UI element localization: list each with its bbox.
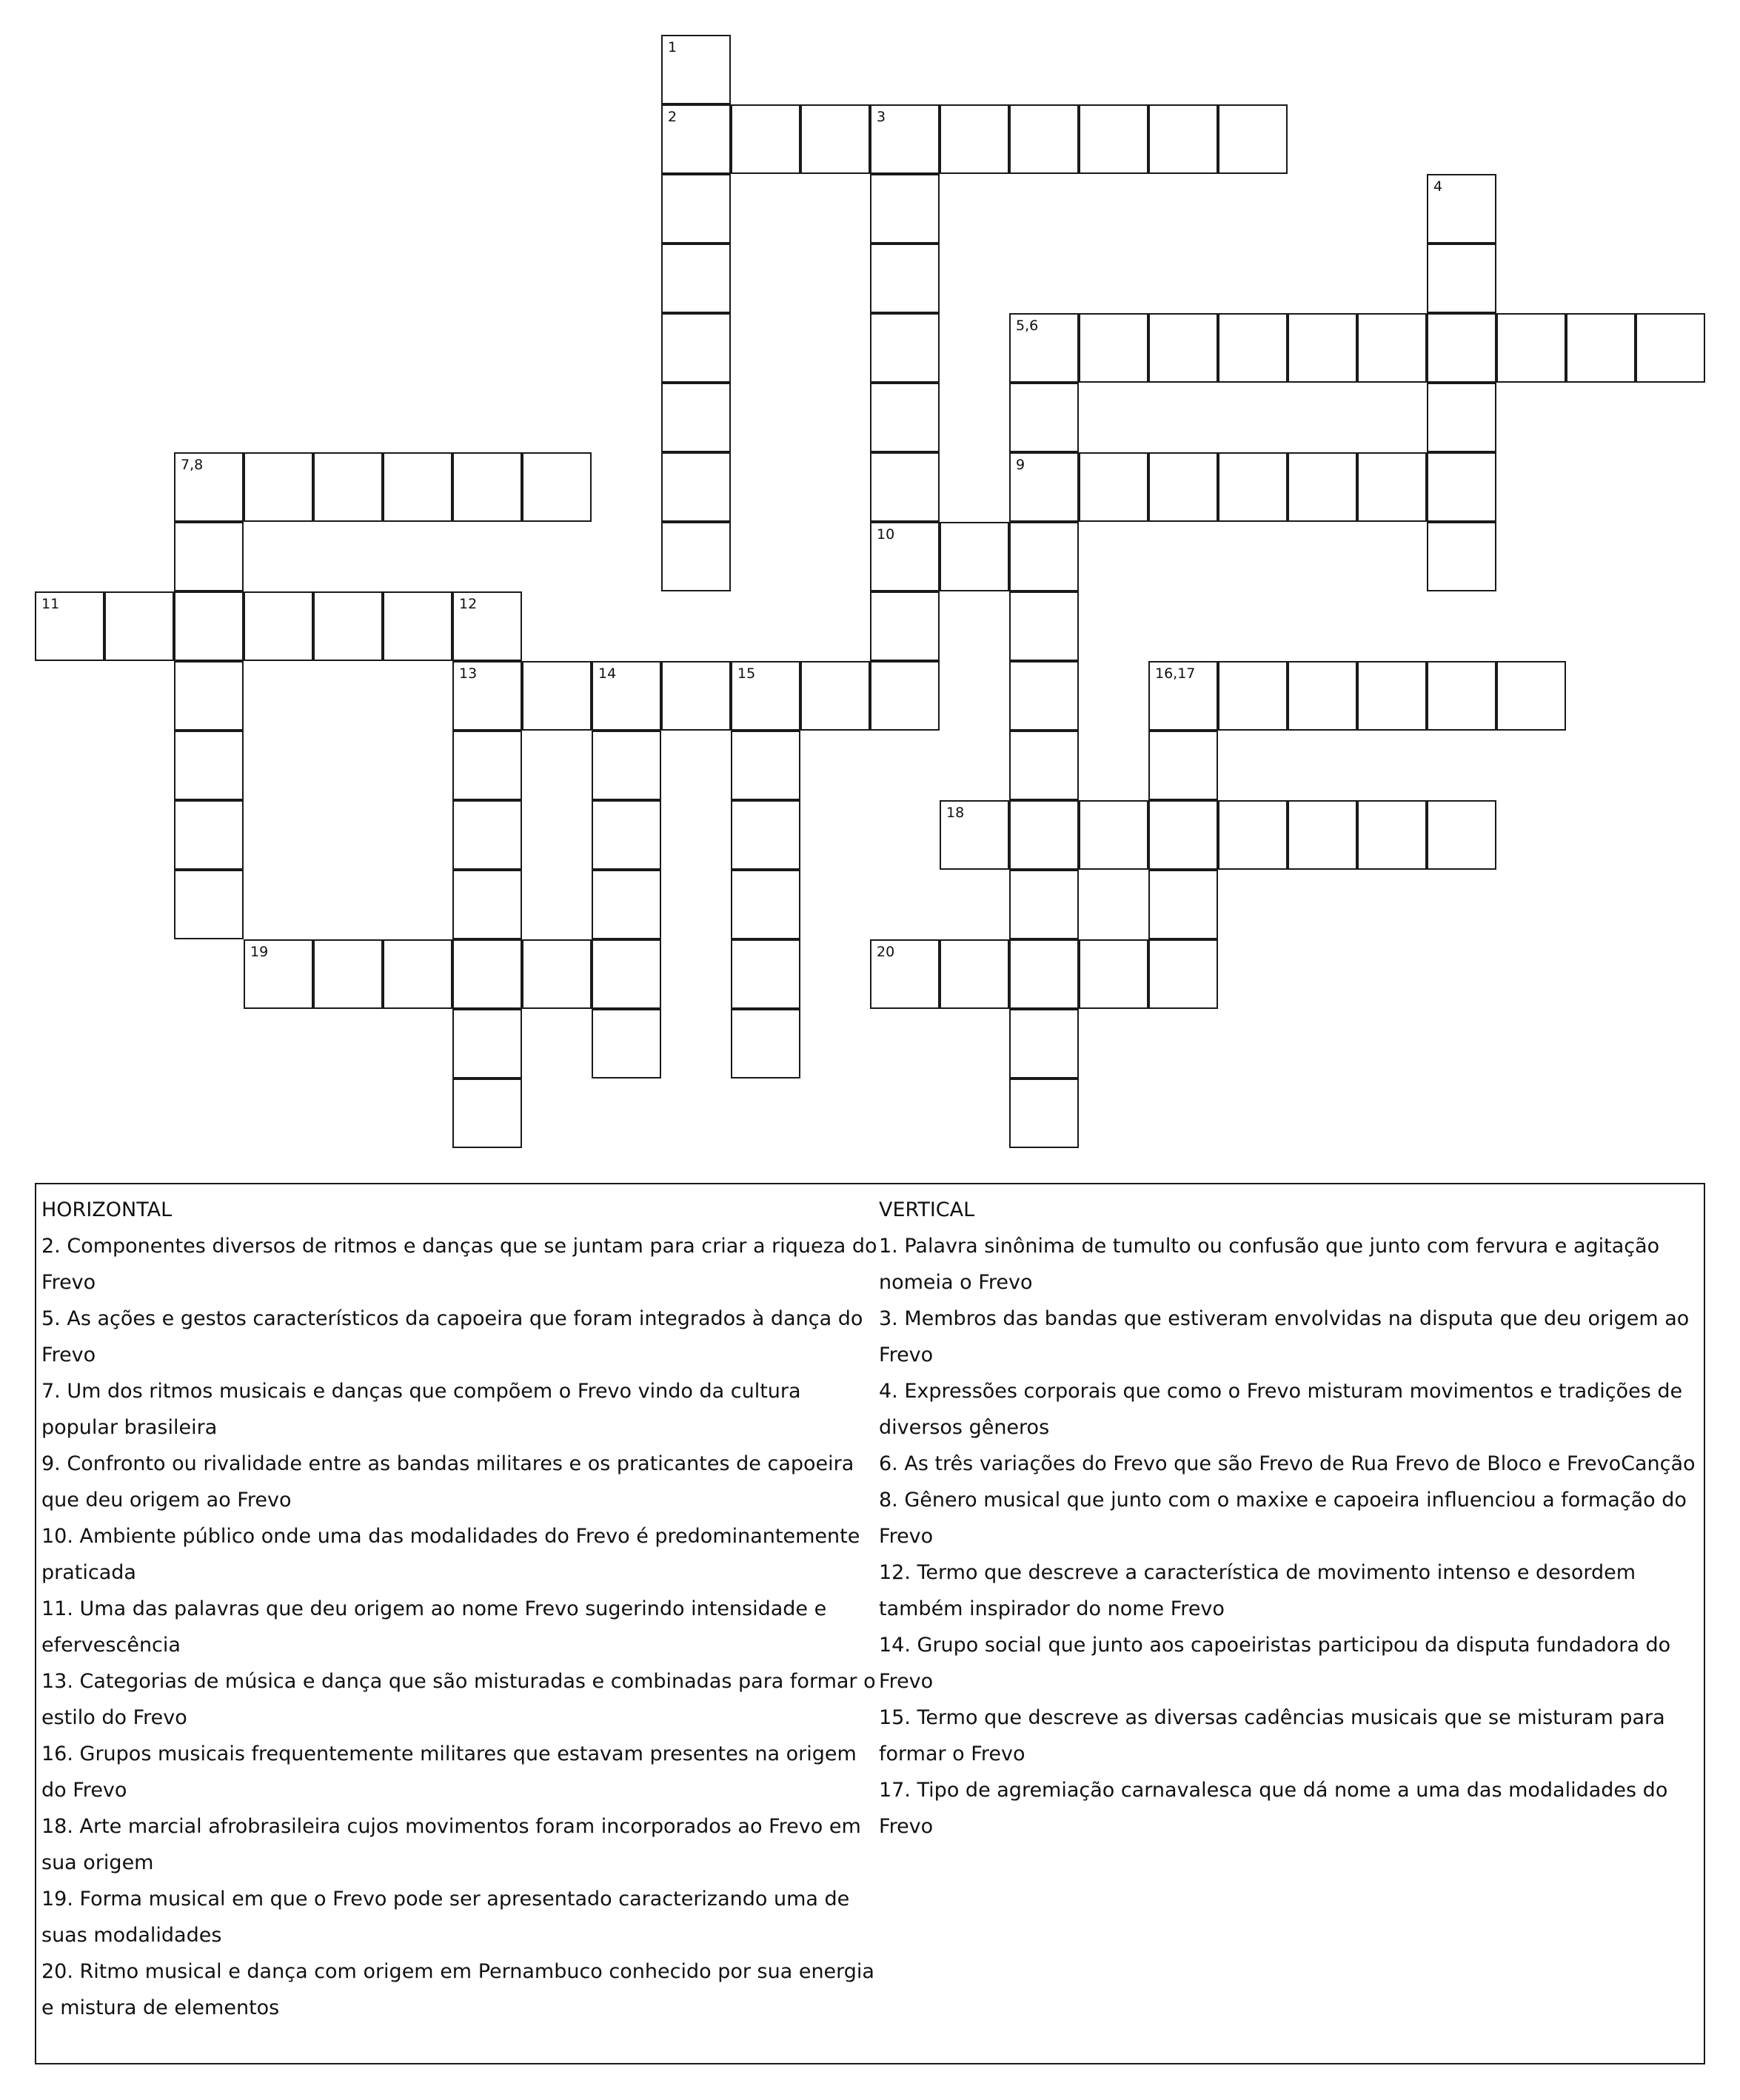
crossword-cell[interactable] (731, 731, 800, 800)
clue-h-10: 10. Ambiente público onde uma das modalidades do Frevo é predominantemente praticada (41, 1525, 860, 1584)
crossword-cell[interactable] (313, 452, 383, 522)
crossword-cell[interactable] (592, 800, 661, 870)
clue-number-label: 14 (598, 665, 617, 682)
crossword-cell[interactable] (452, 800, 522, 870)
crossword-cell[interactable] (1496, 661, 1566, 731)
crossword-cell[interactable] (870, 939, 940, 1009)
clue-number-label: 1 (668, 39, 677, 56)
crossword-cell[interactable] (870, 661, 940, 731)
crossword-cell[interactable] (1009, 800, 1079, 870)
clue-v-3: 3. Membros das bandas que estiveram envolvidas na disputa que deu origem ao Frevo (879, 1307, 1690, 1366)
crossword-cell[interactable] (870, 313, 940, 383)
crossword-cell[interactable] (1496, 313, 1566, 383)
crossword-cell[interactable] (1079, 313, 1148, 383)
crossword-cell[interactable] (800, 104, 870, 174)
crossword-cell[interactable] (383, 452, 452, 522)
crossword-cell[interactable] (174, 522, 244, 591)
crossword-cell[interactable] (1009, 661, 1079, 731)
crossword-cell[interactable] (1009, 870, 1079, 939)
crossword-cell[interactable] (731, 1009, 800, 1078)
crossword-cell[interactable] (661, 313, 731, 383)
clue-h-20: 20. Ritmo musical e dança com origem em Pernambuco conhecido por sua energia e mistura de elementos (41, 1960, 874, 2019)
crossword-cell[interactable] (1427, 244, 1496, 313)
crossword-cell[interactable] (592, 1009, 661, 1078)
crossword-cell[interactable] (1148, 313, 1218, 383)
crossword-cell[interactable] (1009, 939, 1079, 1009)
clue-v-14: 14. Grupo social que junto aos capoeiristas participou da disputa fundadora do Frevo (879, 1634, 1671, 1693)
clue-v-12: 12. Termo que descreve a característica de movimento intenso e desordem também inspirador do nome Frevo (879, 1561, 1636, 1620)
clue-h-18: 18. Arte marcial afrobrasileira cujos movimentos foram incorporados ao Frevo em sua origem (41, 1815, 861, 1874)
crossword-cell[interactable] (592, 731, 661, 800)
crossword-cell[interactable] (1288, 800, 1357, 870)
clue-number-label: 4 (1433, 178, 1443, 195)
crossword-cell[interactable] (1079, 104, 1148, 174)
clue-number-label: 5,6 (1016, 318, 1039, 334)
crossword-cell[interactable] (1079, 939, 1148, 1009)
crossword-cell[interactable] (1357, 313, 1427, 383)
crossword-cell[interactable] (1009, 452, 1079, 522)
clue-h-2: 2. Componentes diversos de ritmos e danças que se juntam para criar a riqueza do Frevo (41, 1235, 877, 1294)
clue-number-label: 19 (250, 944, 269, 960)
crossword-cell[interactable] (35, 591, 104, 661)
crossword-cell[interactable] (870, 522, 940, 591)
crossword-cell[interactable] (661, 522, 731, 591)
crossword-cell[interactable] (522, 661, 592, 731)
clue-v-15: 15. Termo que descreve as diversas cadências musicais que se misturam para formar o Frevo (879, 1706, 1665, 1765)
crossword-cell[interactable] (1148, 452, 1218, 522)
clue-h-9: 9. Confronto ou rivalidade entre as bandas militares e os praticantes de capoeira que deu origem ao Frevo (41, 1452, 854, 1512)
clue-v-8: 8. Gênero musical que junto com o maxixe e capoeira influenciou a formação do Frevo (879, 1489, 1687, 1548)
crossword-cell[interactable] (452, 661, 522, 731)
crossword-cell[interactable] (1009, 104, 1079, 174)
crossword-cell[interactable] (940, 104, 1009, 174)
crossword-cell[interactable] (870, 104, 940, 174)
clue-number-label: 12 (459, 596, 478, 612)
crossword-cell[interactable] (244, 452, 313, 522)
crossword-cell[interactable] (452, 1078, 522, 1148)
crossword-cell[interactable] (1427, 383, 1496, 452)
crossword-cell[interactable] (661, 452, 731, 522)
clue-number-label: 20 (877, 944, 895, 960)
clue-h-5: 5. As ações e gestos característicos da capoeira que foram integrados à dança do Frevo (41, 1307, 863, 1366)
crossword-cell[interactable] (592, 870, 661, 939)
crossword-cell[interactable] (1218, 313, 1288, 383)
crossword-cell[interactable] (1009, 383, 1079, 452)
crossword-cell[interactable] (174, 452, 244, 522)
clue-number-label: 10 (877, 526, 895, 543)
crossword-cell[interactable] (731, 661, 800, 731)
crossword-cell[interactable] (104, 591, 174, 661)
crossword-cell[interactable] (1427, 661, 1496, 731)
crossword-cell[interactable] (174, 591, 244, 661)
crossword-cell[interactable] (1009, 313, 1079, 383)
crossword-cell[interactable] (661, 174, 731, 244)
crossword-cell[interactable] (661, 383, 731, 452)
crossword-cell[interactable] (383, 591, 452, 661)
crossword-cell[interactable] (1218, 800, 1288, 870)
crossword-cell[interactable] (870, 452, 940, 522)
clue-v-6: 6. As três variações do Frevo que são Frevo de Rua Frevo de Bloco e FrevoCanção (879, 1452, 1696, 1475)
crossword-cell[interactable] (1288, 313, 1357, 383)
crossword-cell[interactable] (1427, 800, 1496, 870)
crossword-cell[interactable] (1427, 313, 1496, 383)
crossword-cell[interactable] (661, 35, 731, 104)
crossword-cell[interactable] (661, 661, 731, 731)
crossword-cell[interactable] (800, 661, 870, 731)
clue-h-7: 7. Um dos ritmos musicais e danças que compõem o Frevo vindo da cultura popular brasileira (41, 1380, 801, 1439)
clue-h-19: 19. Forma musical em que o Frevo pode ser apresentado caracterizando uma de suas modalidades (41, 1888, 850, 1947)
crossword-cell[interactable] (174, 731, 244, 800)
crossword-cell[interactable] (1079, 452, 1148, 522)
crossword-cell[interactable] (1357, 800, 1427, 870)
clue-number-label: 18 (946, 805, 965, 821)
crossword-cell[interactable] (1148, 870, 1218, 939)
clue-v-4: 4. Expressões corporais que como o Frevo misturam movimentos e tradições de diversos gêneros (879, 1380, 1683, 1439)
crossword-cell[interactable] (1427, 452, 1496, 522)
crossword-cell[interactable] (1148, 731, 1218, 800)
crossword-cell[interactable] (1566, 313, 1636, 383)
crossword-cell[interactable] (1636, 313, 1705, 383)
crossword-cell[interactable] (1148, 939, 1218, 1009)
crossword-cell[interactable] (1079, 800, 1148, 870)
horizontal-clues-column (41, 1192, 882, 2026)
crossword-cell[interactable] (1148, 800, 1218, 870)
horizontal-heading: HORIZONTAL (41, 1198, 173, 1221)
crossword-cell[interactable] (1009, 1009, 1079, 1078)
clue-v-1: 1. Palavra sinônima de tumulto ou confusão que junto com fervura e agitação nomeia o Frevo (879, 1235, 1660, 1294)
crossword-cell[interactable] (522, 939, 592, 1009)
crossword-cell[interactable] (313, 939, 383, 1009)
clue-number-label: 7,8 (181, 457, 204, 473)
crossword-cell[interactable] (1427, 522, 1496, 591)
clue-number-label: 2 (668, 109, 677, 125)
crossword-cell[interactable] (1009, 522, 1079, 591)
crossword-cell[interactable] (1288, 661, 1357, 731)
crossword-cell[interactable] (1288, 452, 1357, 522)
crossword-cell[interactable] (870, 244, 940, 313)
crossword-cell[interactable] (452, 591, 522, 661)
crossword-cell[interactable] (661, 244, 731, 313)
crossword-cell[interactable] (452, 452, 522, 522)
vertical-heading: VERTICAL (879, 1198, 975, 1221)
clue-number-label: 13 (459, 665, 478, 682)
crossword-cell[interactable] (940, 522, 1009, 591)
crossword-cell[interactable] (174, 870, 244, 939)
crossword-cell[interactable] (1148, 104, 1218, 174)
crossword-cell[interactable] (1148, 661, 1218, 731)
clue-h-11: 11. Uma das palavras que deu origem ao nome Frevo sugerindo intensidade e efervescência (41, 1597, 827, 1657)
crossword-cell[interactable] (244, 939, 313, 1009)
clue-h-13: 13. Categorias de música e dança que são misturadas e combinadas para formar o estilo do Frevo (41, 1670, 876, 1729)
clue-number-label: 15 (737, 665, 756, 682)
crossword-cell[interactable] (592, 939, 661, 1009)
crossword-cell[interactable] (592, 661, 661, 731)
clue-number-label: 11 (41, 596, 60, 612)
clue-h-16: 16. Grupos musicais frequentemente militares que estavam presentes na origem do Frevo (41, 1742, 857, 1802)
crossword-cell[interactable] (1009, 731, 1079, 800)
crossword-cell[interactable] (452, 870, 522, 939)
crossword-cell[interactable] (1218, 104, 1288, 174)
crossword-cell[interactable] (1218, 661, 1288, 731)
crossword-cell[interactable] (174, 800, 244, 870)
crossword-cell[interactable] (174, 661, 244, 731)
crossword-cell[interactable] (940, 939, 1009, 1009)
crossword-cell[interactable] (244, 591, 313, 661)
crossword-cell[interactable] (1357, 661, 1427, 731)
crossword-cell[interactable] (870, 591, 940, 661)
crossword-cell[interactable] (313, 591, 383, 661)
crossword-cell[interactable] (1009, 591, 1079, 661)
crossword-cell[interactable] (940, 800, 1009, 870)
clue-number-label: 9 (1016, 457, 1025, 473)
crossword-cell[interactable] (1427, 174, 1496, 244)
crossword-cell[interactable] (383, 939, 452, 1009)
crossword-cell[interactable] (1009, 1078, 1079, 1148)
clues-box (35, 1183, 1705, 2064)
crossword-cell[interactable] (452, 1009, 522, 1078)
crossword-cell[interactable] (870, 174, 940, 244)
crossword-cell[interactable] (731, 939, 800, 1009)
crossword-cell[interactable] (452, 731, 522, 800)
crossword-cell[interactable] (870, 383, 940, 452)
clue-number-label: 16,17 (1155, 665, 1196, 682)
crossword-cell[interactable] (452, 939, 522, 1009)
clue-number-label: 3 (877, 109, 886, 125)
vertical-clues-column (879, 1192, 1699, 1845)
crossword-cell[interactable] (522, 452, 592, 522)
crossword-cell[interactable] (731, 800, 800, 870)
crossword-cell[interactable] (731, 870, 800, 939)
crossword-cell[interactable] (1357, 452, 1427, 522)
crossword-cell[interactable] (661, 104, 731, 174)
crossword-cell[interactable] (731, 104, 800, 174)
crossword-cell[interactable] (1218, 452, 1288, 522)
clue-v-17: 17. Tipo de agremiação carnavalesca que dá nome a uma das modalidades do Frevo (879, 1779, 1668, 1838)
